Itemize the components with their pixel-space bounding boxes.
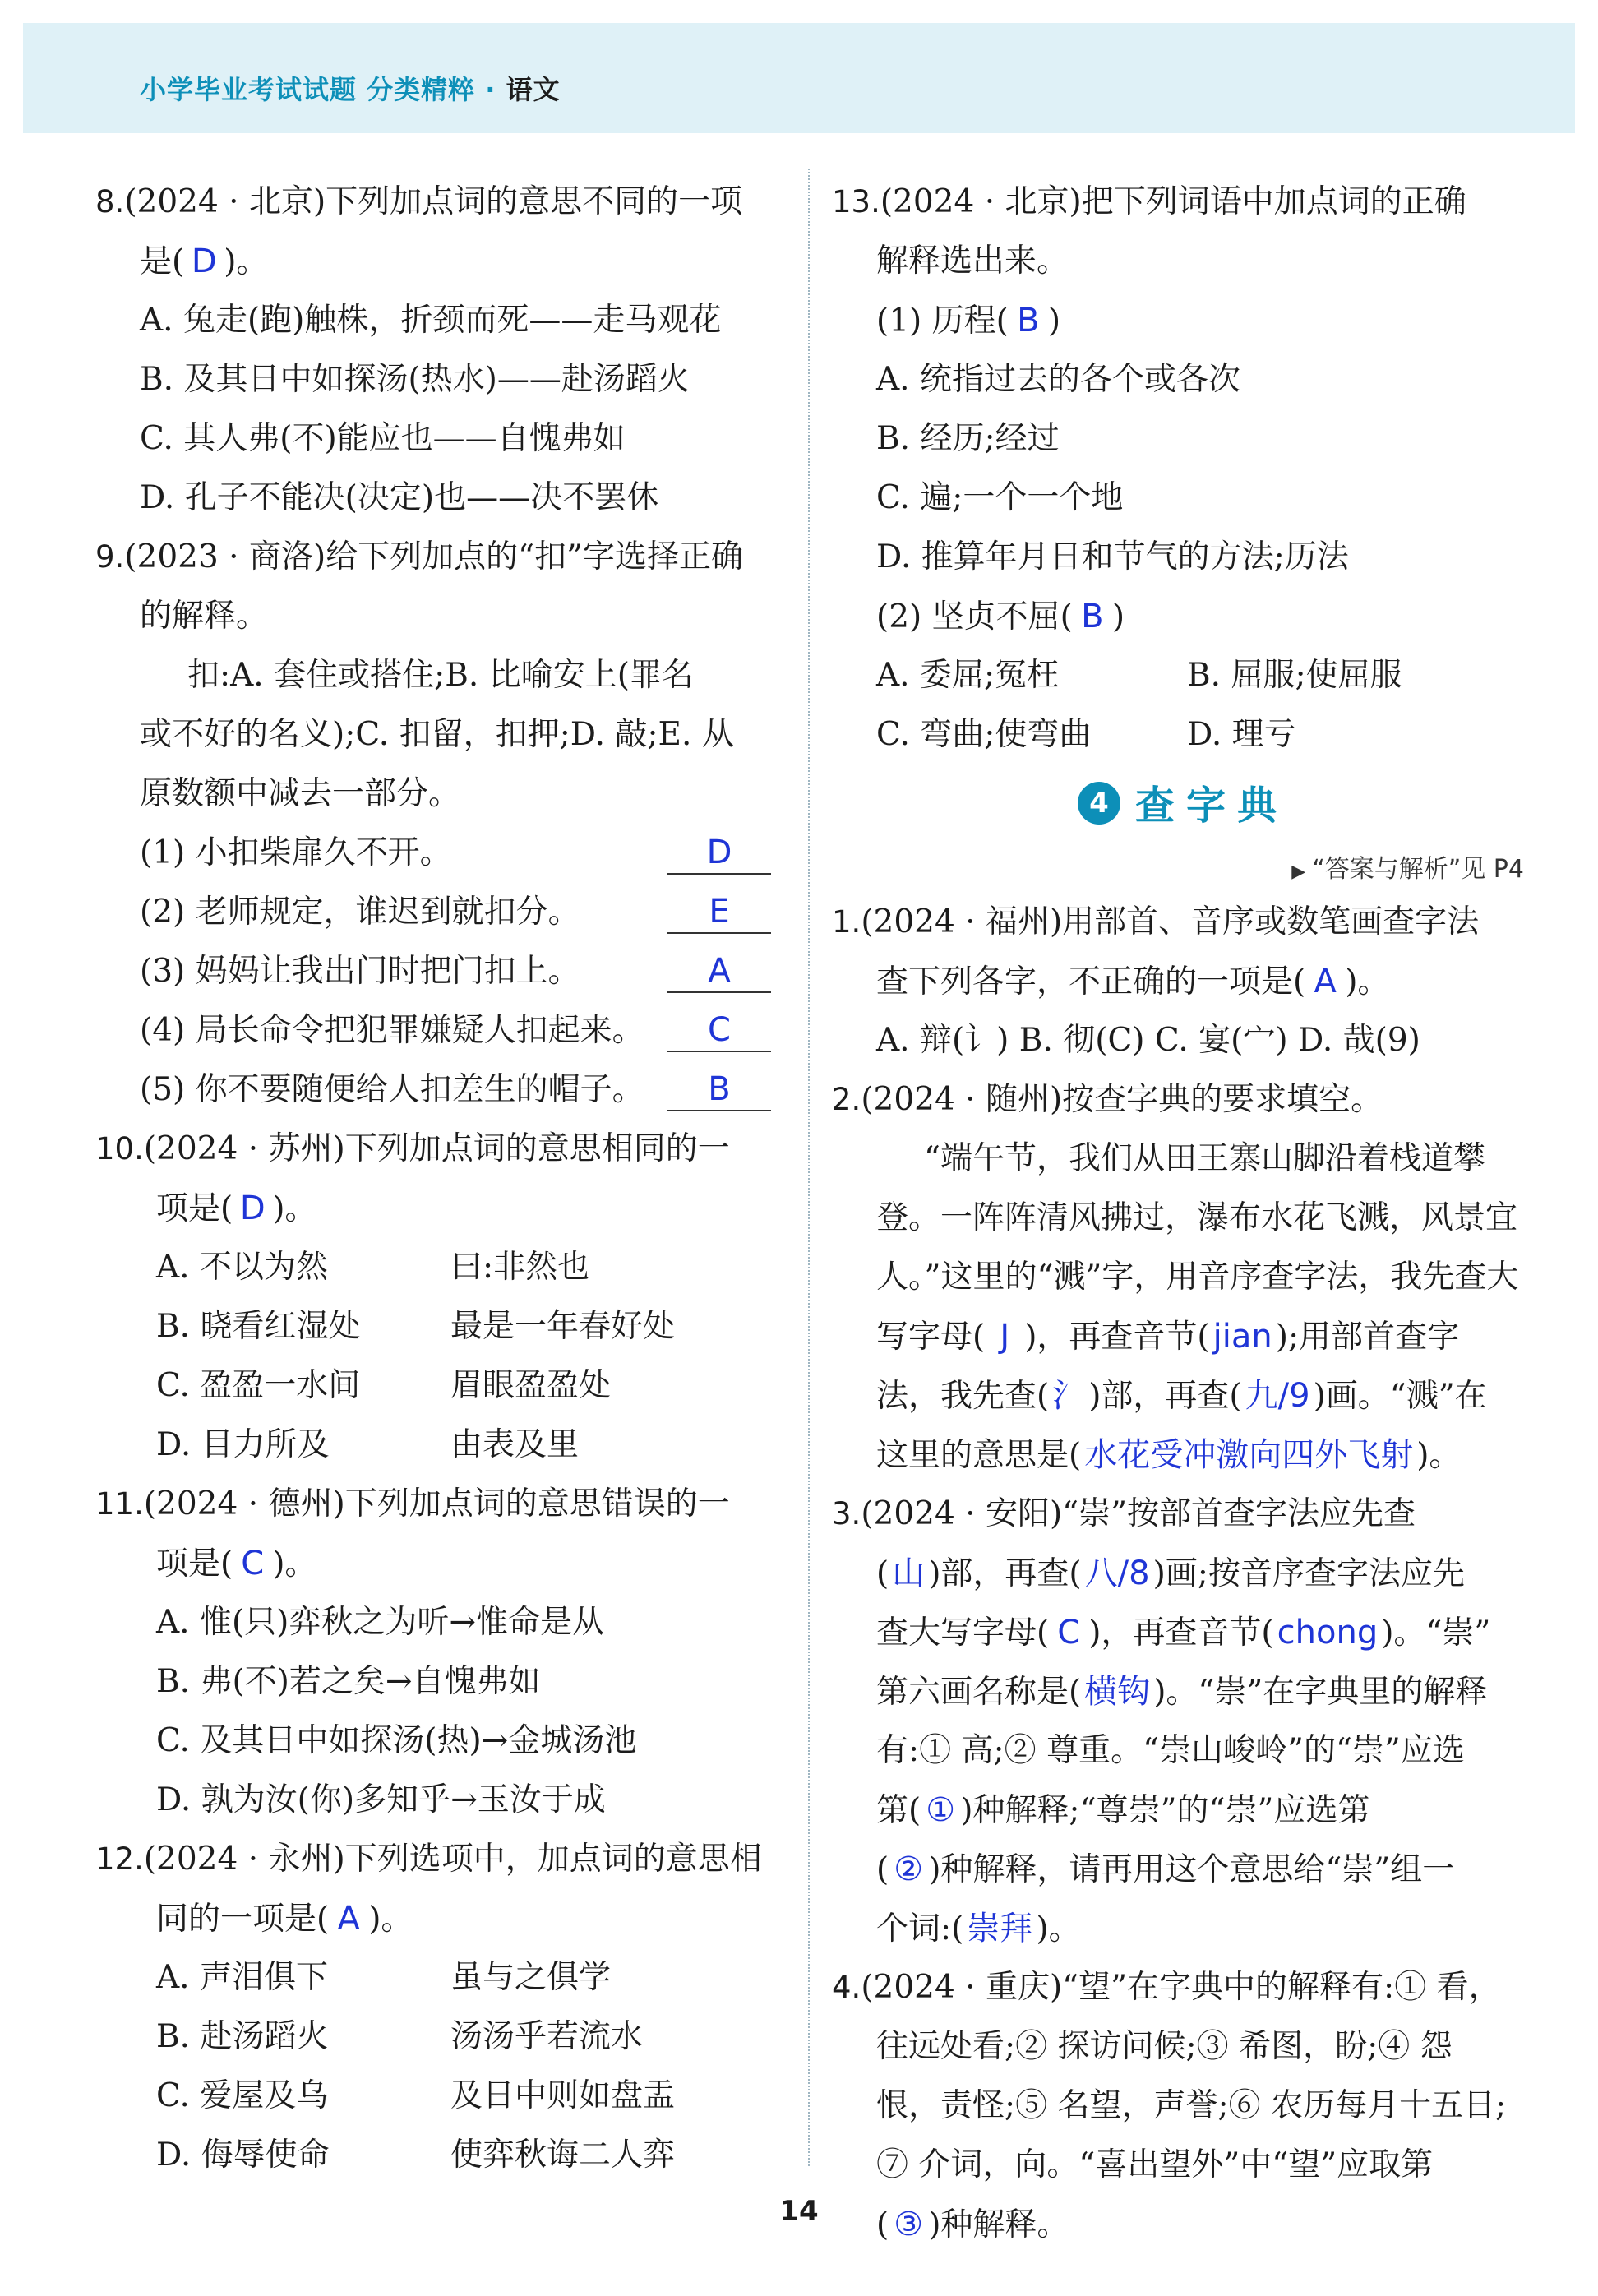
- answer: C: [1057, 1614, 1081, 1652]
- answer: 九/9: [1245, 1377, 1310, 1415]
- answer: 横钩: [1084, 1673, 1151, 1711]
- option-row: C. 盈盈一水间 眉眼盈盈处: [156, 1367, 612, 1404]
- list-item: (3) 妈妈让我出门时把门扣上。 A: [105, 942, 779, 1001]
- answer: ③: [894, 2206, 924, 2243]
- question-13: 13.(2024 · 北京)把下列词语中加点词的正确 解释选出来。 (1) 历程( B ) A. 统指过去的各个或各次 B. 经历;经过 C. 遍;一个一个地 D. 推算年月日和节气的方法;历法 (2) 坚贞不屈( B ) A. 委屈;冤枉 B. 屈服;使屈服 C. 弯曲;使弯曲 D. 理亏: [842, 173, 1524, 765]
- answer-blank: A: [667, 950, 771, 993]
- answer-blank: E: [667, 891, 771, 934]
- option-row: C. 弯曲;使弯曲 D. 理亏: [876, 716, 1296, 753]
- definition: 原数额中减去一部分。: [140, 775, 461, 812]
- option-row: A. 委屈;冤枉 B. 屈服;使屈服: [876, 657, 1402, 694]
- page-number: 14: [779, 2195, 819, 2228]
- option-row: B. 赴汤蹈火 汤汤乎若流水: [156, 2018, 644, 2055]
- column-divider: [808, 169, 810, 2166]
- answer-reference: ▶ “答案与解析”见 P4: [1291, 855, 1524, 884]
- answer: 水花受冲激向四外飞射: [1084, 1436, 1414, 1474]
- definition: 或不好的名义);C. 扣留，扣押;D. 敲;E. 从: [140, 716, 734, 753]
- question-8: 8.(2024 · 北京)下列加点词的意思不同的一项 是( D )。 A. 兔走(跑)触株，折颈而死——走马观花 B. 及其日中如探汤(热水)——赴汤蹈火 C. 其人弗(不)能应也——自愧弗如 D. 孔子不能决(决定)也——决不罢休: [105, 173, 779, 528]
- definition: 扣:A. 套住或搭住;B. 比喻安上(罪名: [187, 657, 694, 694]
- dict-question-3: 3.(2024 · 安阳)“崇”按部首查字法应先查 ( 山 )部，再查( 八/8 )画;按音序查字法应先 查大写字母( C )，再查音节( chong )。“崇” 第六画名称是( 横钩 )。“崇”在字典里的解释 有:① 高;② 尊重。“崇山峻岭”的“崇”应选 第( ① )种解释;“尊崇”的“崇”应选第 ( ② )种解释，请再用这个意思给“崇”组一 个词:( 崇拜 )。: [842, 1485, 1524, 1958]
- option: A. 统指过去的各个或各次: [876, 361, 1240, 398]
- option-row: A. 不以为然 曰:非然也: [156, 1249, 590, 1286]
- answer: B: [1081, 598, 1104, 635]
- list-item: (4) 局长命令把犯罪嫌疑人扣起来。 C: [105, 1001, 779, 1060]
- answer-blank: B: [667, 1069, 771, 1111]
- dict-question-2: 2.(2024 · 随州)按查字典的要求填空。 “端午节，我们从田王寨山脚沿着栈道攀 登。一阵阵清风拂过，瀑布水花飞溅，风景宜 人。”这里的“溅”字，用音序查字法，我先查大 写字母( J )，再查音节( jian );用部首查字 法，我先查( 氵 )部，再查( 九/9 )画。“溅”在 这里的意思是( 水花受冲激向四外飞射 )。: [842, 1070, 1524, 1485]
- option-row: C. 爱屋及乌 及日中则如盘盂: [156, 2077, 676, 2114]
- question-9: 9.(2023 · 商洛)给下列加点的“扣”字选择正确 的解释。 扣:A. 套住或搭住;B. 比喻安上(罪名 或不好的名义);C. 扣留，扣押;D. 敲;E. 从 原数额中减去一部分。 (1) 小扣柴扉久不开。 D (2) 老师规定，谁迟到就扣分。 E (3) 妈妈让我出门时把门扣上。 A (4) 局长命令把犯罪嫌疑人扣起来。 C (5) 你不要随便给人扣差生的帽子。 B: [105, 528, 779, 1120]
- answer: A: [1314, 963, 1337, 1000]
- dict-question-4: 4.(2024 · 重庆)“望”在字典中的解释有:① 看， 往远处看;② 探访问候;③ 希图，盼;④ 怨 恨，责怪;⑤ 名望，声誉;⑥ 农历每月十五日; ⑦ 介词，向。“喜出望外”中“望”应取第 ( ③ )种解释。: [842, 1958, 1524, 2254]
- list-item: (1) 小扣柴扉久不开。 D: [105, 824, 779, 883]
- option-row: A. 辩(讠) B. 彻(C) C. 宴(宀) D. 哉(9): [876, 1022, 1420, 1059]
- list-item: (5) 你不要随便给人扣差生的帽子。 B: [105, 1060, 779, 1120]
- answer: ②: [894, 1850, 924, 1888]
- answer: D: [239, 1190, 266, 1227]
- answer: jian: [1212, 1318, 1272, 1356]
- section-number-badge: 4: [1078, 782, 1120, 825]
- option: D. 孰为汝(你)多知乎→玉汝于成: [156, 1781, 606, 1818]
- option-row: D. 目力所及 由表及里: [156, 1426, 580, 1463]
- option: D. 推算年月日和节气的方法;历法: [876, 538, 1349, 575]
- option: B. 弗(不)若之矣→自愧弗如: [156, 1663, 541, 1700]
- answer: C: [241, 1545, 265, 1582]
- question-12: 12.(2024 · 永州)下列选项中，加点词的意思相 同的一项是( A )。 A. 声泪俱下 虽与之俱学 B. 赴汤蹈火 汤汤乎若流水 C. 爱屋及乌 及日中则如盘盂 D. 侮辱使命 使弈秋诲二人弈: [105, 1830, 779, 2185]
- option: A. 兔走(跑)触株，折颈而死——走马观花: [140, 302, 722, 339]
- option-row: A. 声泪俱下 虽与之俱学: [156, 1959, 612, 1996]
- answer-blank: C: [667, 1009, 771, 1052]
- section-heading: 4 查字典: [842, 765, 1524, 847]
- left-column: [95, 173, 779, 2185]
- answer: 山: [892, 1555, 926, 1592]
- series-title: 小学毕业考试试题 分类精粹 · 语文: [140, 74, 561, 105]
- right-column: [832, 173, 1524, 2254]
- answer: 崇拜: [967, 1910, 1033, 1947]
- option: C. 及其日中如探汤(热)→金城汤池: [156, 1722, 637, 1759]
- answer: D: [191, 243, 217, 280]
- triangle-right-icon: ▶: [1291, 862, 1306, 882]
- answer: chong: [1277, 1614, 1379, 1652]
- option: B. 及其日中如探汤(热水)——赴汤蹈火: [140, 361, 690, 398]
- answer-blank: D: [667, 832, 771, 875]
- answer: J: [1000, 1318, 1010, 1356]
- answer: 氵: [1052, 1377, 1086, 1415]
- option: D. 孔子不能决(决定)也——决不罢休: [140, 479, 659, 516]
- dict-question-1: 1.(2024 · 福州)用部首、音序或数笔画查字法 查下列各字，不正确的一项是( A )。 A. 辩(讠) B. 彻(C) C. 宴(宀) D. 哉(9): [842, 893, 1524, 1070]
- list-item: (2) 老师规定，谁迟到就扣分。 E: [105, 883, 779, 942]
- option: C. 遍;一个一个地: [876, 479, 1124, 516]
- question-11: 11.(2024 · 德州)下列加点词的意思错误的一 项是( C )。 A. 惟(只)弈秋之为听→惟命是从 B. 弗(不)若之矣→自愧弗如 C. 及其日中如探汤(热)→金城汤池 D. 孰为汝(你)多知乎→玉汝于成: [105, 1475, 779, 1830]
- question-10: 10.(2024 · 苏州)下列加点词的意思相同的一 项是( D )。 A. 不以为然 曰:非然也 B. 晓看红湿处 最是一年春好处 C. 盈盈一水间 眉眼盈盈处 D. 目力所及 由表及里: [105, 1120, 779, 1475]
- answer: B: [1017, 302, 1040, 340]
- answer: A: [337, 1900, 360, 1938]
- answer: 八/8: [1084, 1555, 1150, 1592]
- option: A. 惟(只)弈秋之为听→惟命是从: [156, 1604, 605, 1641]
- option: C. 其人弗(不)能应也——自愧弗如: [140, 420, 626, 457]
- option-row: B. 晓看红湿处 最是一年春好处: [156, 1308, 676, 1345]
- answer: ①: [926, 1791, 956, 1829]
- option-row: D. 侮辱使命 使弈秋诲二人弈: [156, 2137, 676, 2174]
- option: B. 经历;经过: [876, 420, 1060, 457]
